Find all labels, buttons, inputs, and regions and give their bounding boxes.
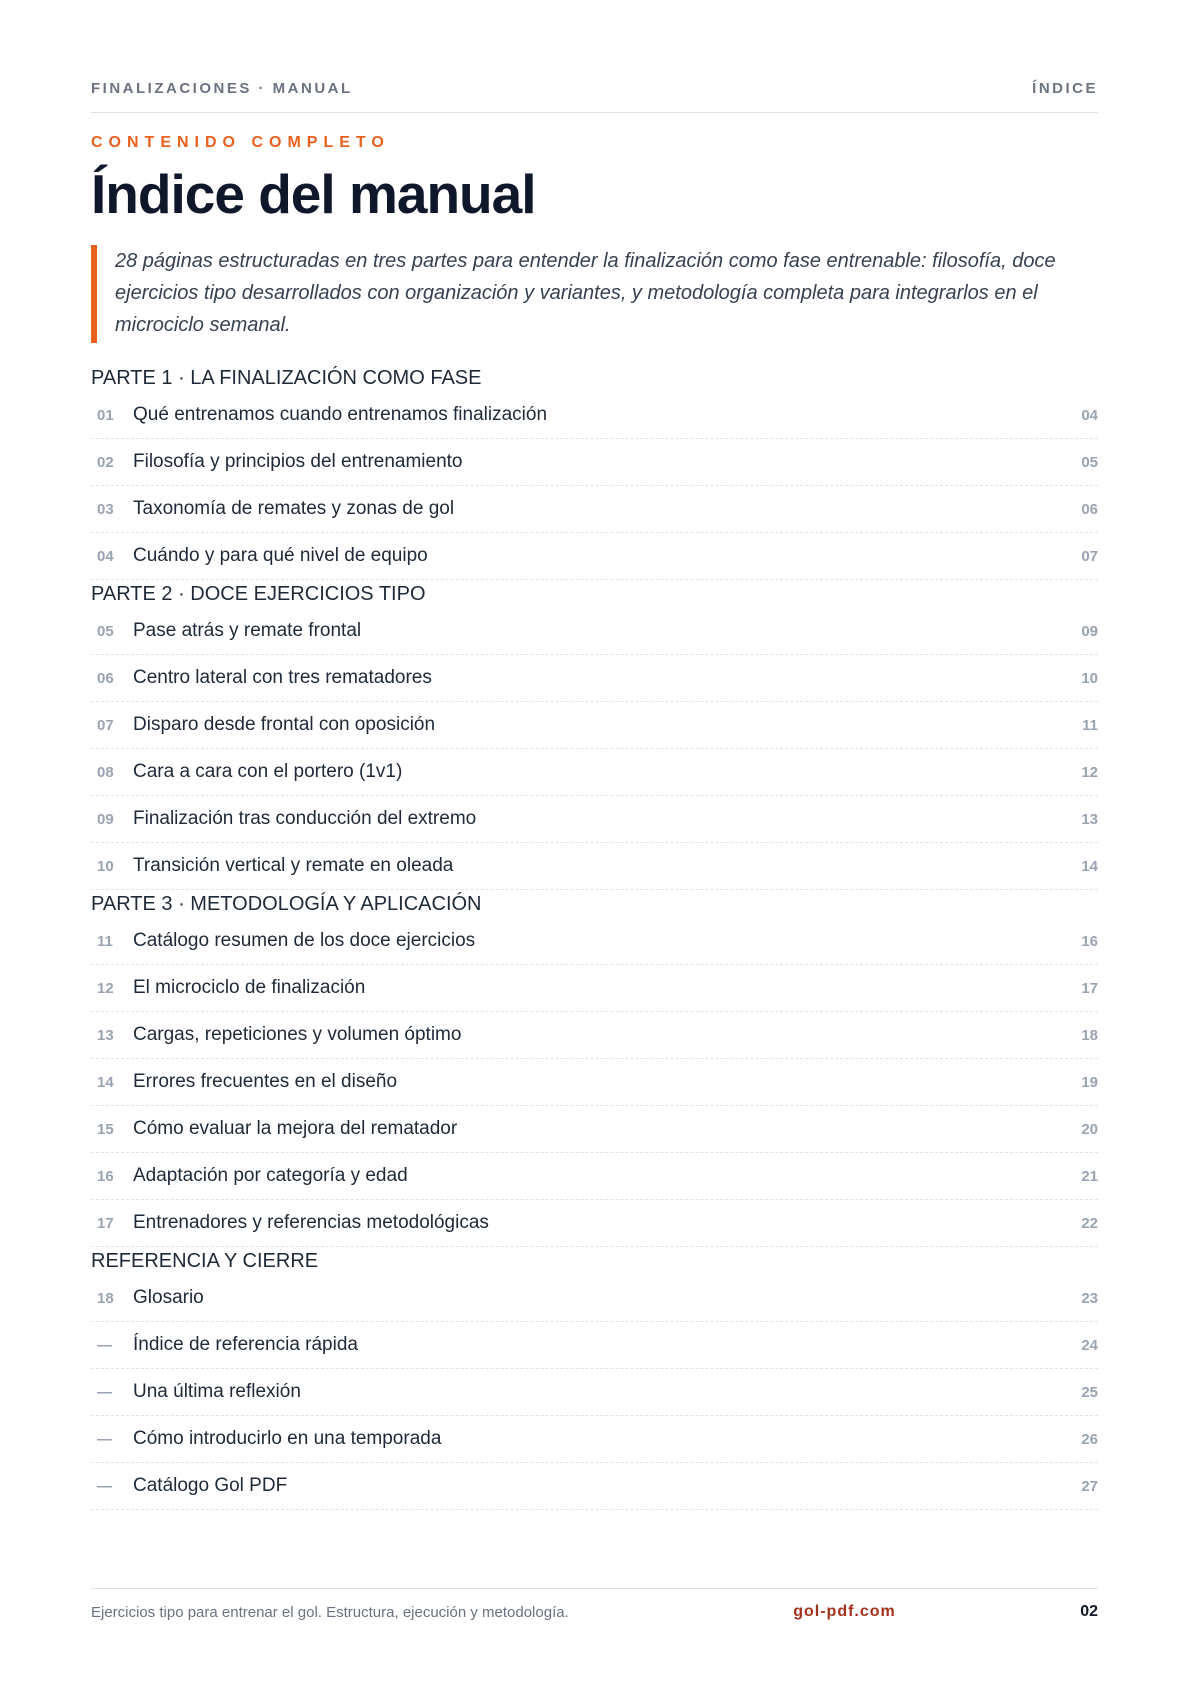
- toc-entry-label: Entrenadores y referencias metodológicas: [133, 1212, 489, 1233]
- toc-entry-page: 24: [1081, 1336, 1098, 1354]
- toc-entry[interactable]: [91, 702, 1098, 749]
- toc-entry-number: 04: [97, 547, 114, 565]
- toc-entry-label: Cómo introducirlo en una temporada: [133, 1428, 442, 1449]
- toc-entry-page: 13: [1081, 810, 1098, 828]
- toc-entry-page: 10: [1081, 669, 1098, 687]
- toc-entry-number: —: [97, 1430, 112, 1448]
- toc-entry-label: Una última reflexión: [133, 1381, 301, 1402]
- toc-entry-label: Filosofía y principios del entrenamiento: [133, 451, 463, 472]
- toc-entry[interactable]: [91, 1106, 1098, 1153]
- toc-entry-page: 11: [1082, 716, 1098, 734]
- toc-entry[interactable]: [91, 918, 1098, 965]
- toc-section-title: PARTE 2 · DOCE EJERCICIOS TIPO: [91, 583, 426, 605]
- toc-section: [91, 580, 1098, 890]
- toc-entry[interactable]: [91, 608, 1098, 655]
- toc-entry[interactable]: [91, 1369, 1098, 1416]
- toc-section-title: REFERENCIA Y CIERRE: [91, 1250, 319, 1272]
- toc-entry-page: 14: [1081, 857, 1098, 875]
- lead-paragraph: 28 páginas estructuradas en tres partes para entender la finalización como fase entrenable: filosofía, doce ejercicios tipo desarrollados con organización y variantes, y metodología completa para integrarlos en el microciclo semanal.: [91, 245, 1098, 343]
- running-header-right: ÍNDICE: [1032, 80, 1098, 97]
- toc-entry[interactable]: [91, 486, 1098, 533]
- toc-entry-page: 18: [1081, 1026, 1098, 1044]
- toc-entry-number: 08: [97, 763, 114, 781]
- toc-section: [91, 1247, 1098, 1510]
- toc-entry[interactable]: [91, 533, 1098, 580]
- toc-entry-number: 06: [97, 669, 114, 687]
- toc-entry[interactable]: [91, 843, 1098, 890]
- toc-entry-page: 17: [1081, 979, 1098, 997]
- toc-entry-page: 16: [1081, 932, 1098, 950]
- toc-entry-page: 23: [1081, 1289, 1098, 1307]
- toc-entry-number: 15: [97, 1120, 114, 1138]
- toc-entry-label: Disparo desde frontal con oposición: [133, 714, 436, 735]
- toc-entry-number: 05: [97, 622, 114, 640]
- toc-entry-number: 12: [97, 979, 114, 997]
- eyebrow-label: CONTENIDO COMPLETO: [91, 134, 390, 151]
- page-title: Índice del manual: [91, 163, 536, 225]
- toc-entry-label: Pase atrás y remate frontal: [133, 620, 362, 641]
- toc-entry-number: 02: [97, 453, 114, 471]
- toc-entry-label: Taxonomía de remates y zonas de gol: [133, 498, 455, 519]
- toc-entry-page: 06: [1081, 500, 1098, 518]
- toc-entry-page: 21: [1081, 1167, 1098, 1185]
- toc-entry[interactable]: [91, 796, 1098, 843]
- toc-entry-number: 01: [97, 406, 114, 424]
- toc-entry-page: 19: [1081, 1073, 1098, 1091]
- toc-entry-label: Catálogo Gol PDF: [133, 1475, 288, 1496]
- toc-entry[interactable]: [91, 1416, 1098, 1463]
- toc-entry-page: 12: [1081, 763, 1098, 781]
- toc-section-title: PARTE 3 · METODOLOGÍA Y APLICACIÓN: [91, 893, 482, 915]
- toc-entry[interactable]: [91, 1275, 1098, 1322]
- toc-entry-number: 09: [97, 810, 114, 828]
- footer-description: Ejercicios tipo para entrenar el gol. Estructura, ejecución y metodología.: [91, 1603, 569, 1621]
- toc-entry-number: 18: [97, 1289, 114, 1307]
- toc-entry-number: —: [97, 1336, 112, 1354]
- toc-entry-number: 14: [97, 1073, 114, 1091]
- toc-entry-label: Índice de referencia rápida: [133, 1334, 358, 1355]
- toc-entry-label: Adaptación por categoría y edad: [133, 1165, 408, 1186]
- toc-entry-page: 04: [1081, 406, 1098, 424]
- toc-entry[interactable]: [91, 1463, 1098, 1510]
- toc-entry[interactable]: [91, 1322, 1098, 1369]
- toc-entry-number: 11: [97, 932, 113, 950]
- toc-entry-label: Transición vertical y remate en oleada: [133, 855, 454, 876]
- toc-entry-number: 13: [97, 1026, 114, 1044]
- toc-entry[interactable]: [91, 655, 1098, 702]
- toc-entry-page: 25: [1081, 1383, 1098, 1401]
- toc-entry-page: 05: [1081, 453, 1098, 471]
- toc-section: [91, 364, 1098, 580]
- toc-entry[interactable]: [91, 749, 1098, 796]
- toc-entry-page: 07: [1081, 547, 1098, 565]
- running-header-left: FINALIZACIONES · MANUAL: [91, 80, 353, 97]
- toc-section: [91, 890, 1098, 1247]
- toc-entry-number: 16: [97, 1167, 114, 1185]
- toc-entry[interactable]: [91, 1200, 1098, 1247]
- toc-entry-label: Finalización tras conducción del extremo: [133, 808, 477, 829]
- toc-entry-page: 20: [1081, 1120, 1098, 1138]
- toc-entry-number: 03: [97, 500, 114, 518]
- toc-entry-page: 26: [1081, 1430, 1098, 1448]
- toc-entry[interactable]: [91, 965, 1098, 1012]
- document-page: [91, 0, 1098, 1683]
- toc-entry-page: 22: [1081, 1214, 1098, 1232]
- toc-entry-label: Cómo evaluar la mejora del rematador: [133, 1118, 458, 1139]
- toc-entry-label: Centro lateral con tres rematadores: [133, 667, 432, 688]
- footer-site-link[interactable]: gol-pdf.com: [793, 1603, 896, 1620]
- toc-entry-label: Glosario: [133, 1287, 204, 1308]
- toc-entry-number: —: [97, 1383, 112, 1401]
- toc-section-title: PARTE 1 · LA FINALIZACIÓN COMO FASE: [91, 367, 482, 389]
- toc-entry[interactable]: [91, 1059, 1098, 1106]
- toc-entry-label: Qué entrenamos cuando entrenamos finalización: [133, 404, 548, 425]
- toc-entry-number: 10: [97, 857, 114, 875]
- toc-entry[interactable]: [91, 1012, 1098, 1059]
- table-of-contents: [91, 364, 1098, 1510]
- toc-entry-number: 17: [97, 1214, 114, 1232]
- toc-entry[interactable]: [91, 439, 1098, 486]
- toc-entry-number: —: [97, 1477, 112, 1495]
- toc-entry-label: Cara a cara con el portero (1v1): [133, 761, 403, 782]
- toc-entry-page: 09: [1081, 622, 1098, 640]
- toc-entry[interactable]: [91, 1153, 1098, 1200]
- toc-entry[interactable]: [91, 392, 1098, 439]
- toc-entry-label: Cuándo y para qué nivel de equipo: [133, 545, 428, 566]
- toc-entry-label: Cargas, repeticiones y volumen óptimo: [133, 1024, 462, 1045]
- toc-entry-label: Errores frecuentes en el diseño: [133, 1071, 398, 1092]
- footer-page-number: 02: [1080, 1603, 1098, 1620]
- toc-entry-page: 27: [1081, 1477, 1098, 1495]
- toc-entry-label: Catálogo resumen de los doce ejercicios: [133, 930, 476, 951]
- toc-entry-label: El microciclo de finalización: [133, 977, 366, 998]
- toc-entry-number: 07: [97, 716, 114, 734]
- running-header: [91, 80, 1098, 113]
- page-footer: [91, 1588, 1098, 1621]
